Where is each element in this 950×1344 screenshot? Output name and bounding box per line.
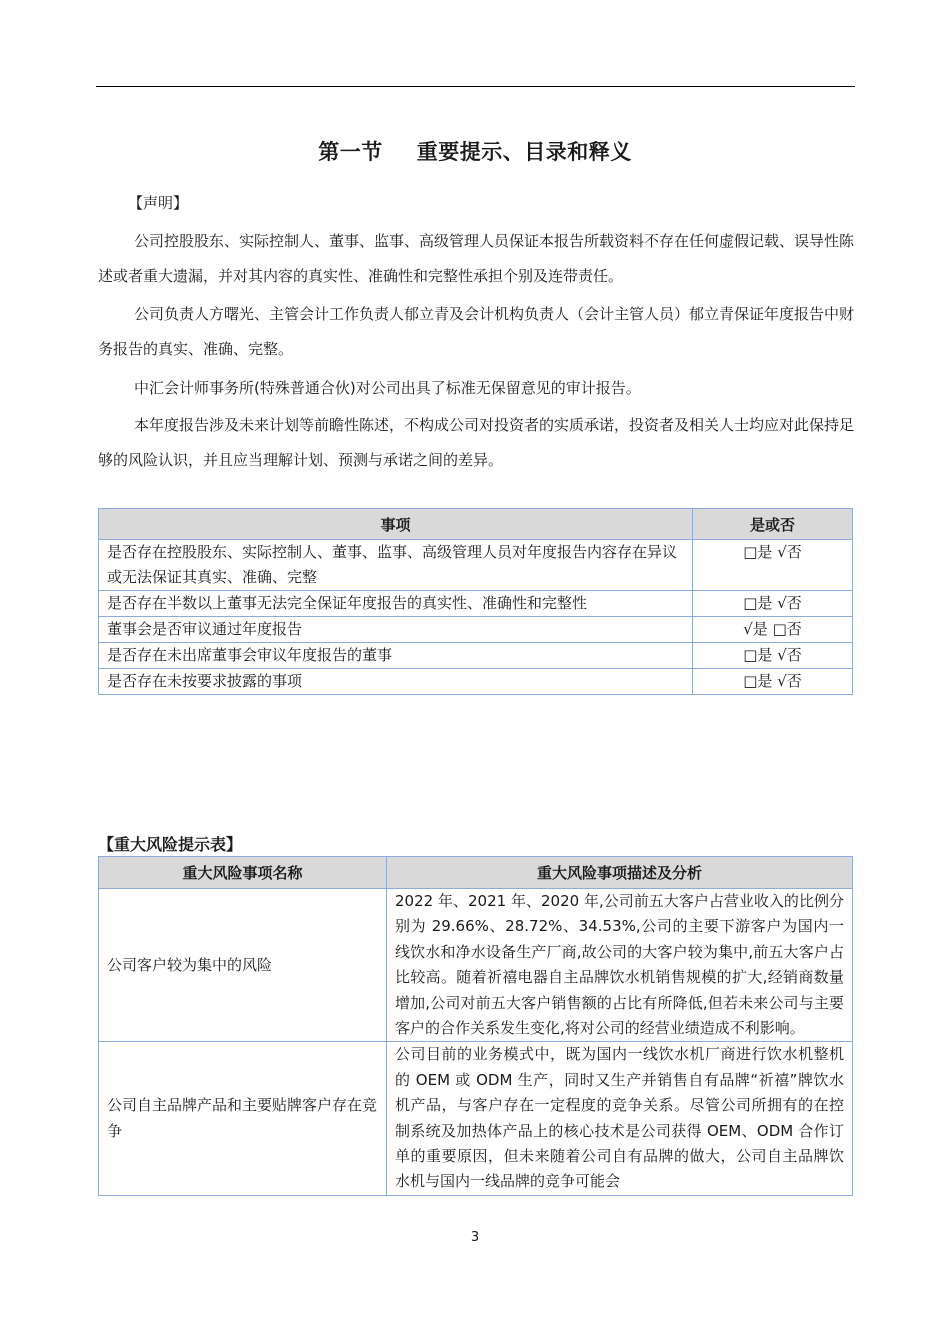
declaration-header-row	[99, 509, 853, 540]
header-risk-description: 重大风险事项描述及分析	[387, 857, 853, 889]
declaration-answer: □是 √否	[693, 669, 853, 695]
section-title	[0, 136, 950, 166]
statement-paragraph-2: 公司负责人方曙光、主管会计工作负责人郁立青及会计机构负责人（会计主管人员）郁立青保证年度报告中财务报告的真实、准确、完整。	[98, 305, 855, 358]
section-number: 第一节	[318, 140, 383, 164]
statement-label: 【声明】	[128, 194, 189, 212]
table-row	[99, 669, 853, 695]
declaration-answer: √是 □否	[693, 617, 853, 643]
risk-table	[98, 856, 853, 1196]
risk-header-row	[99, 857, 853, 889]
statement-paragraph-4: 本年度报告涉及未来计划等前瞻性陈述，不构成公司对投资者的实质承诺，投资者及相关人士均应对此保持足够的风险认识，并且应当理解计划、预测与承诺之间的差异。	[98, 416, 855, 469]
declaration-item: 是否存在未出席董事会审议年度报告的董事	[99, 643, 693, 669]
table-row	[99, 889, 853, 1042]
declaration-answer: □是 √否	[693, 540, 853, 591]
table-row	[99, 1042, 853, 1195]
declaration-item: 是否存在半数以上董事无法完全保证年度报告的真实性、准确性和完整性	[99, 591, 693, 617]
table-row	[99, 591, 853, 617]
table-row	[99, 617, 853, 643]
table-row	[99, 540, 853, 591]
header-rule	[96, 86, 855, 87]
risk-table-label: 【重大风险提示表】	[98, 835, 243, 854]
statement-paragraph-1: 公司控股股东、实际控制人、董事、监事、高级管理人员保证本报告所载资料不存在任何虚假记载、误导性陈述或者重大遗漏，并对其内容的真实性、准确性和完整性承担个别及连带责任。	[98, 232, 855, 285]
declaration-item: 董事会是否审议通过年度报告	[99, 617, 693, 643]
table-row	[99, 643, 853, 669]
declaration-item: 是否存在未按要求披露的事项	[99, 669, 693, 695]
declaration-table	[98, 508, 853, 695]
risk-description: 2022 年、2021 年、2020 年,公司前五大客户占营业收入的比例分别为 29.66%、28.72%、34.53%,公司的主要下游客户为国内一线饮水和净水设备生产厂商,故公司的大客户较为集中,前五大客户占比较高。随着祈禧电器自主品牌饮水机销售规模的扩大,经销商数量增加,公司对前五大客户销售额的占比有所降低,但若未来公司与主要客户的合作关系发生变化,将对公司的经营业绩造成不利影响。	[387, 889, 853, 1042]
risk-description: 公司目前的业务模式中，既为国内一线饮水机厂商进行饮水机整机的 OEM 或 ODM 生产，同时又生产并销售自有品牌“祈禧”牌饮水机产品，与客户存在一定程度的竞争关系。尽管公司所拥有的在控制系统及加热体产品上的核心技术是公司获得 OEM、ODM 合作订单的重要原因，但未来随着公司自有品牌的做大，公司自主品牌饮水机与国内一线品牌的竞争可能会	[387, 1042, 853, 1195]
header-answer: 是或否	[693, 509, 853, 540]
declaration-answer: □是 √否	[693, 591, 853, 617]
header-risk-name: 重大风险事项名称	[99, 857, 387, 889]
risk-name: 公司客户较为集中的风险	[99, 889, 387, 1042]
page-number: 3	[470, 1230, 480, 1245]
declaration-answer: □是 √否	[693, 643, 853, 669]
statement-paragraph-3: 中汇会计师事务所(特殊普通合伙)对公司出具了标准无保留意见的审计报告。	[134, 379, 641, 397]
declaration-item: 是否存在控股股东、实际控制人、董事、监事、高级管理人员对年度报告内容存在异议或无法保证其真实、准确、完整	[99, 540, 693, 591]
section-name: 重要提示、目录和释义	[416, 140, 632, 164]
risk-name: 公司自主品牌产品和主要贴牌客户存在竞争	[99, 1042, 387, 1195]
header-item: 事项	[99, 509, 693, 540]
